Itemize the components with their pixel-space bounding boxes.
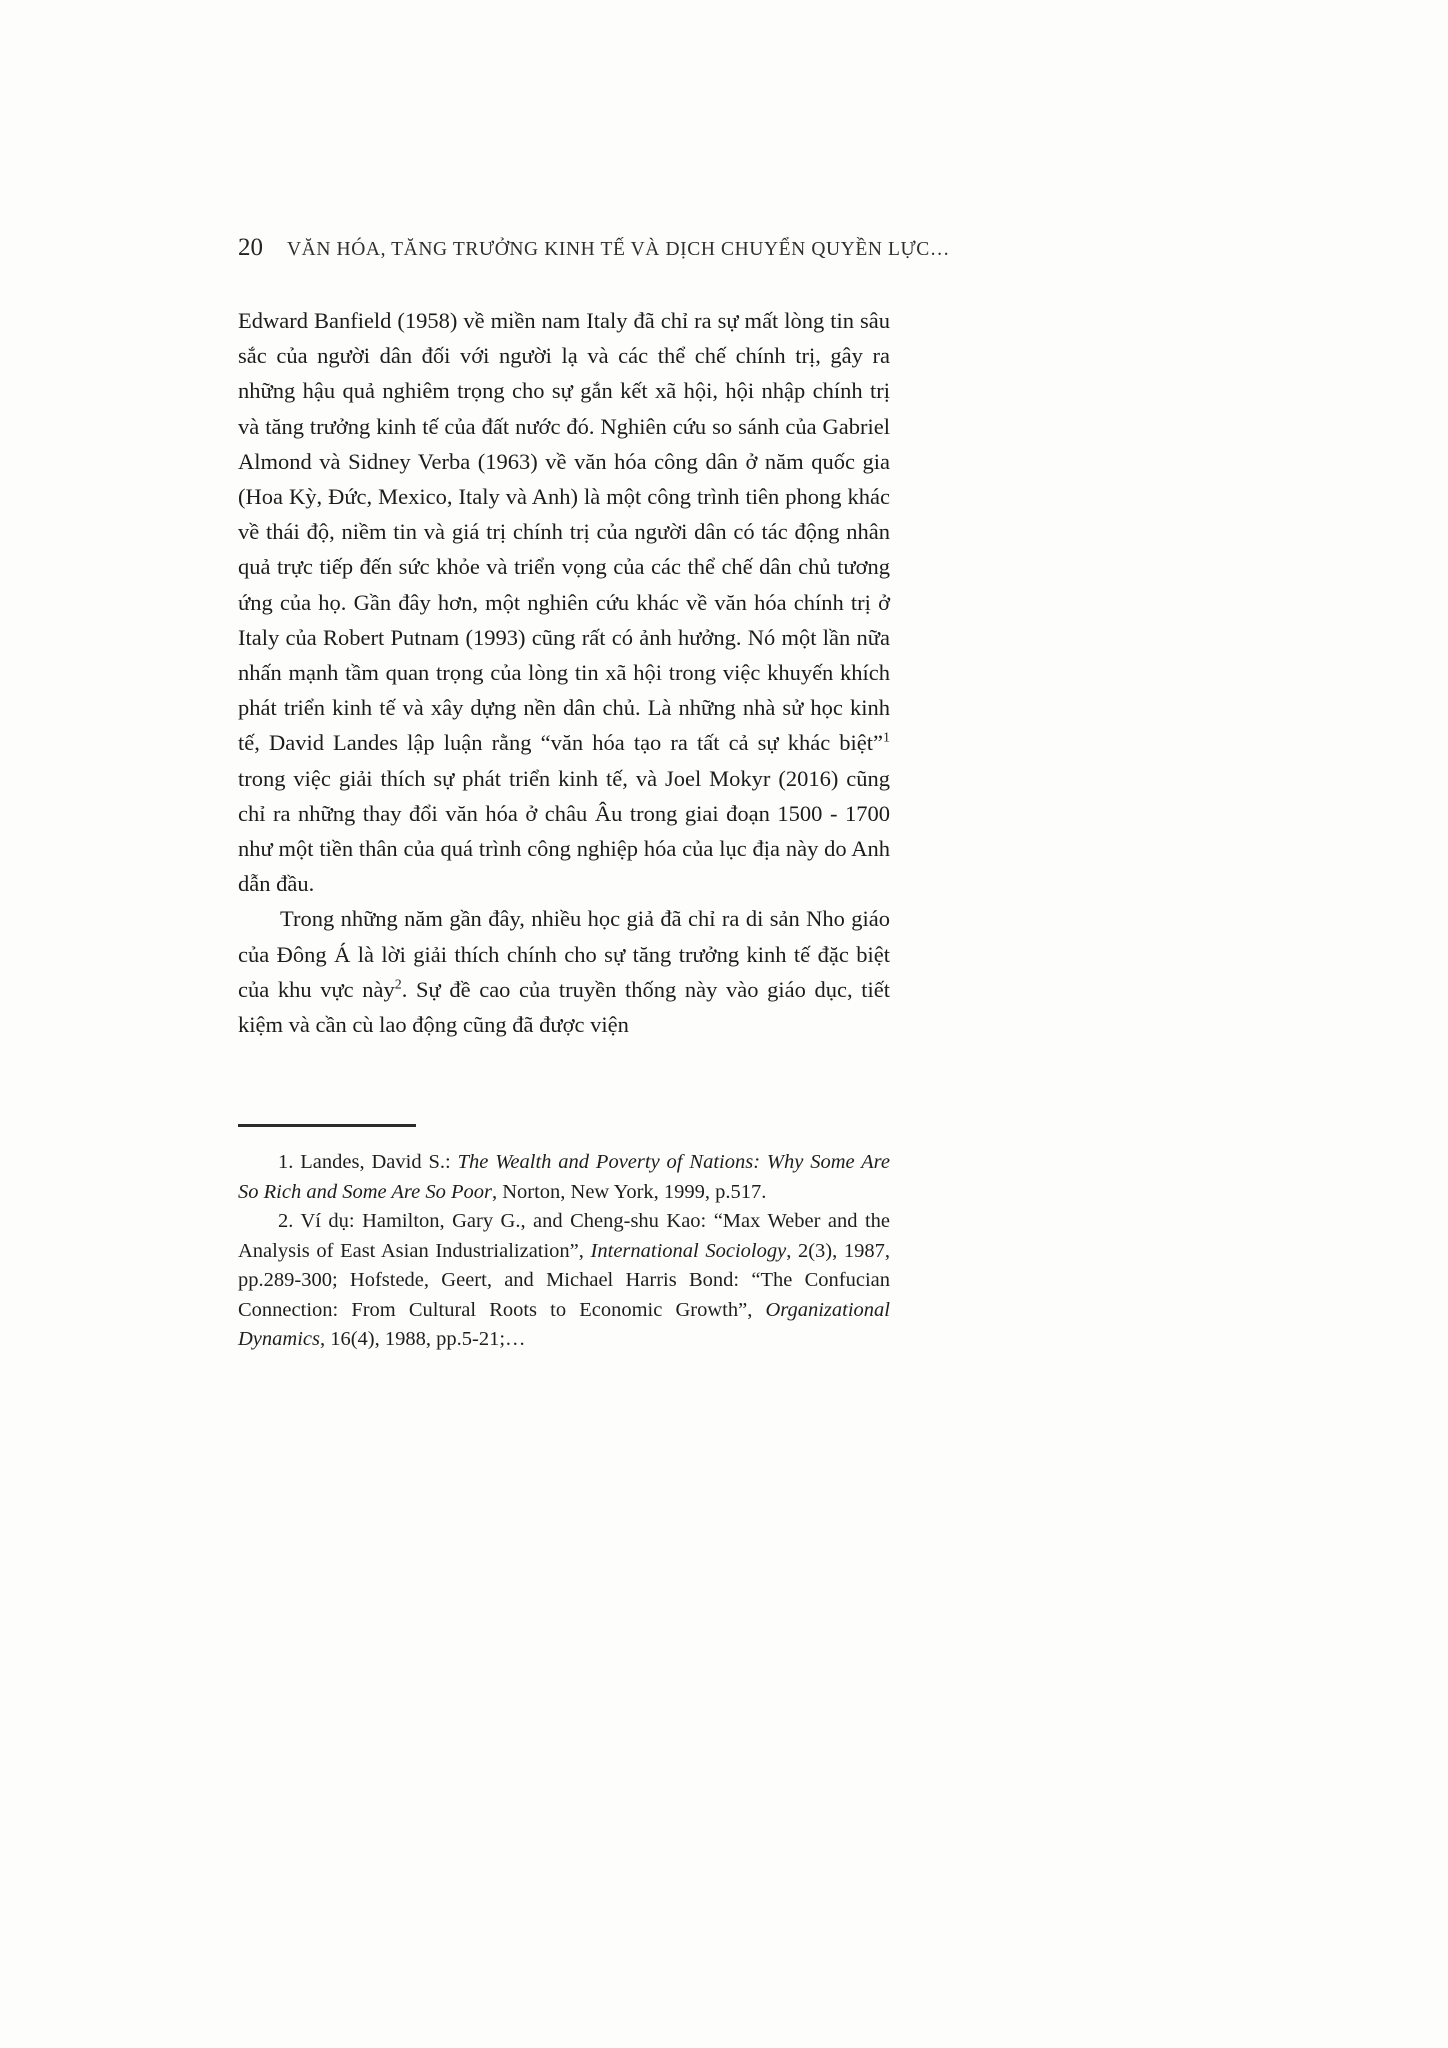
footnote bbox=[238, 1148, 890, 1207]
body-text bbox=[238, 303, 890, 1042]
italic-text: The Wealth and Poverty of Nations: Why Some Are So Rich and Some Are So Poor bbox=[238, 1151, 890, 1203]
text-run: Trong những năm gần đây, nhiều học giả đã chỉ ra di sản Nho giáo của Đông Á là lời giải thích chính cho sự tăng trưởng kinh tế đặc biệt của khu vực này bbox=[238, 906, 890, 1002]
body-paragraph bbox=[238, 901, 890, 1042]
footnote-separator bbox=[238, 1124, 416, 1127]
running-title: VĂN HÓA, TĂNG TRƯỞNG KINH TẾ VÀ DỊCH CHUYỂN QUYỀN LỰC… bbox=[287, 239, 950, 260]
page-number: 20 bbox=[238, 234, 263, 261]
body-paragraph bbox=[238, 303, 890, 901]
page-header bbox=[238, 234, 950, 262]
text-run: , Norton, New York, 1999, p.517. bbox=[491, 1180, 767, 1203]
text-run: , 16(4), 1988, pp.5-21;… bbox=[319, 1328, 526, 1350]
italic-text: Organizational Dynamics bbox=[238, 1298, 890, 1350]
text-run: , 2(3), 1987, pp.289-300; Hofstede, Geert, and Michael Harris Bond: “The Confucian Connection: From Cultural Roots to Economic Growth”, bbox=[238, 1239, 890, 1321]
text-run: 2. Ví dụ: Hamilton, Gary G., and Cheng-shu Kao: “Max Weber and the Analysis of East Asian Industrialization”, bbox=[238, 1210, 890, 1262]
footnotes bbox=[238, 1148, 890, 1355]
footnote-marker: 2 bbox=[394, 977, 402, 993]
text-run: 1. Landes, David S.: bbox=[278, 1151, 458, 1173]
text-run: trong việc giải thích sự phát triển kinh tế, và Joel Mokyr (2016) cũng chỉ ra những thay đổi văn hóa ở châu Âu trong giai đoạn 1500 - 1700 như một tiền thân của quá trình công nghiệp hóa của lục địa này do Anh dẫn đầu. bbox=[238, 765, 890, 897]
text-run: . Sự đề cao của truyền thống này vào giáo dục, tiết kiệm và cần cù lao động cũng đã được viện bbox=[238, 976, 890, 1038]
italic-text: International Sociology bbox=[590, 1239, 787, 1262]
footnote-marker: 1 bbox=[883, 730, 890, 746]
text-run: Edward Banfield (1958) về miền nam Italy đã chỉ ra sự mất lòng tin sâu sắc của người dân đối với người lạ và các thể chế chính trị, gây ra những hậu quả nghiêm trọng cho sự gắn kết xã hội, hội nhập chính trị và tăng trưởng kinh tế của đất nước đó. Nghiên cứu so sánh của Gabriel Almond và Sidney Verba (1963) về văn hóa công dân ở năm quốc gia (Hoa Kỳ, Đức, Mexico, Italy và Anh) là một công trình tiên phong khác về thái độ, niềm tin và giá trị chính trị của người dân có tác động nhân quả trực tiếp đến sức khỏe và triển vọng của các thể chế dân chủ tương ứng của họ. Gần đây hơn, một nghiên cứu khác về văn hóa chính trị ở Italy của Robert Putnam (1993) cũng rất có ảnh hưởng. Nó một lần nữa nhấn mạnh tầm quan trọng của lòng tin xã hội trong việc khuyến khích phát triển kinh tế và xây dựng nền dân chủ. Là những nhà sử học kinh tế, David Landes lập luận rằng “văn hóa tạo ra tất cả sự khác biệt” bbox=[238, 308, 890, 756]
footnote bbox=[238, 1207, 890, 1355]
